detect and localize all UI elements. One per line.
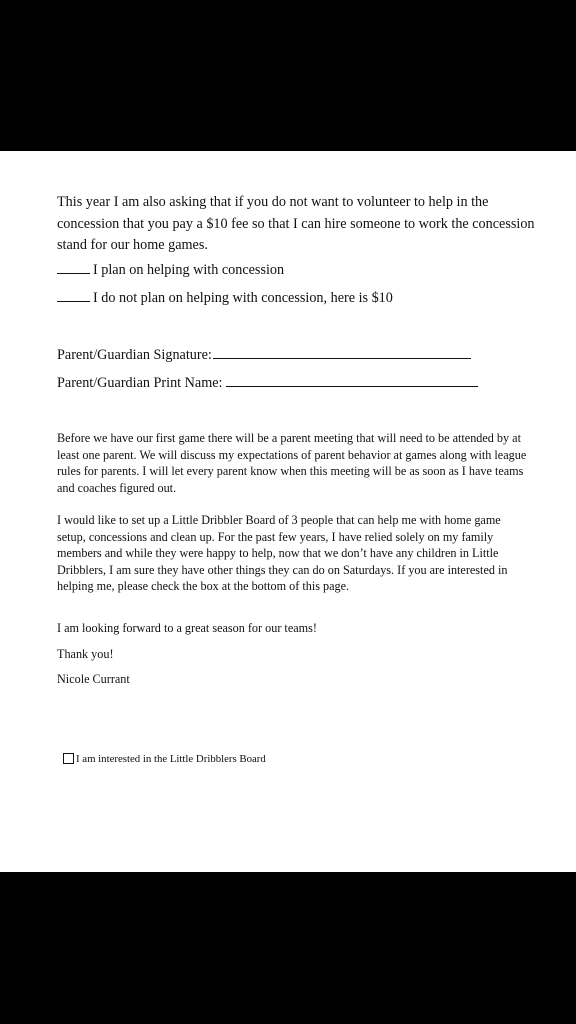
closing-text: Thank you! bbox=[57, 647, 114, 661]
option-not-helping-blank bbox=[57, 289, 90, 302]
print-name-label: Parent/Guardian Print Name: bbox=[57, 375, 223, 391]
top-black-bar bbox=[0, 0, 576, 151]
concession-paragraph: This year I am also asking that if you do not want to volunteer to help in the concession that you pay a $10 fee so that I can hire someone to work the concession stand for our home games. bbox=[57, 194, 535, 253]
option-helping bbox=[57, 261, 284, 279]
board-paragraph: I would like to set up a Little Dribbler Board of 3 people that can help me with home game setup, concessions and clean up. For the past few years, I have relied solely on my family members and while they were happy to help, now that we don’t have any children in Little Dribblers, I am sure they have other things they can do on Saturdays. If you are interested in helping me, please check the box at the bottom of this page. bbox=[57, 513, 508, 594]
parent-meeting-paragraph: Before we have our first game there will be a parent meeting that will need to be attended by at least one parent. We will discuss my expectations of parent behavior at games along with league rules for parents. I will let every parent know when this meeting will be as soon as I have teams and coaches figured out. bbox=[57, 431, 527, 495]
board-interest-label: I am interested in the Little Dribblers Board bbox=[76, 753, 266, 765]
signature-line bbox=[213, 345, 471, 359]
author-name: Nicole Currant bbox=[57, 672, 130, 686]
season-paragraph: I am looking forward to a great season for our teams! bbox=[57, 621, 317, 635]
signature-field bbox=[57, 345, 471, 364]
document-page bbox=[0, 151, 576, 872]
option-helping-blank bbox=[57, 261, 90, 274]
board-interest-checkbox[interactable] bbox=[63, 753, 74, 764]
signature-label: Parent/Guardian Signature: bbox=[57, 347, 212, 363]
print-name-field bbox=[57, 373, 478, 392]
board-interest-checkbox-row[interactable] bbox=[63, 752, 266, 766]
option-not-helping bbox=[57, 289, 393, 307]
option-not-helping-label: I do not plan on helping with concession, here is $10 bbox=[93, 290, 393, 306]
print-name-line bbox=[226, 373, 478, 387]
bottom-black-bar bbox=[0, 872, 576, 1024]
option-helping-label: I plan on helping with concession bbox=[93, 262, 285, 278]
